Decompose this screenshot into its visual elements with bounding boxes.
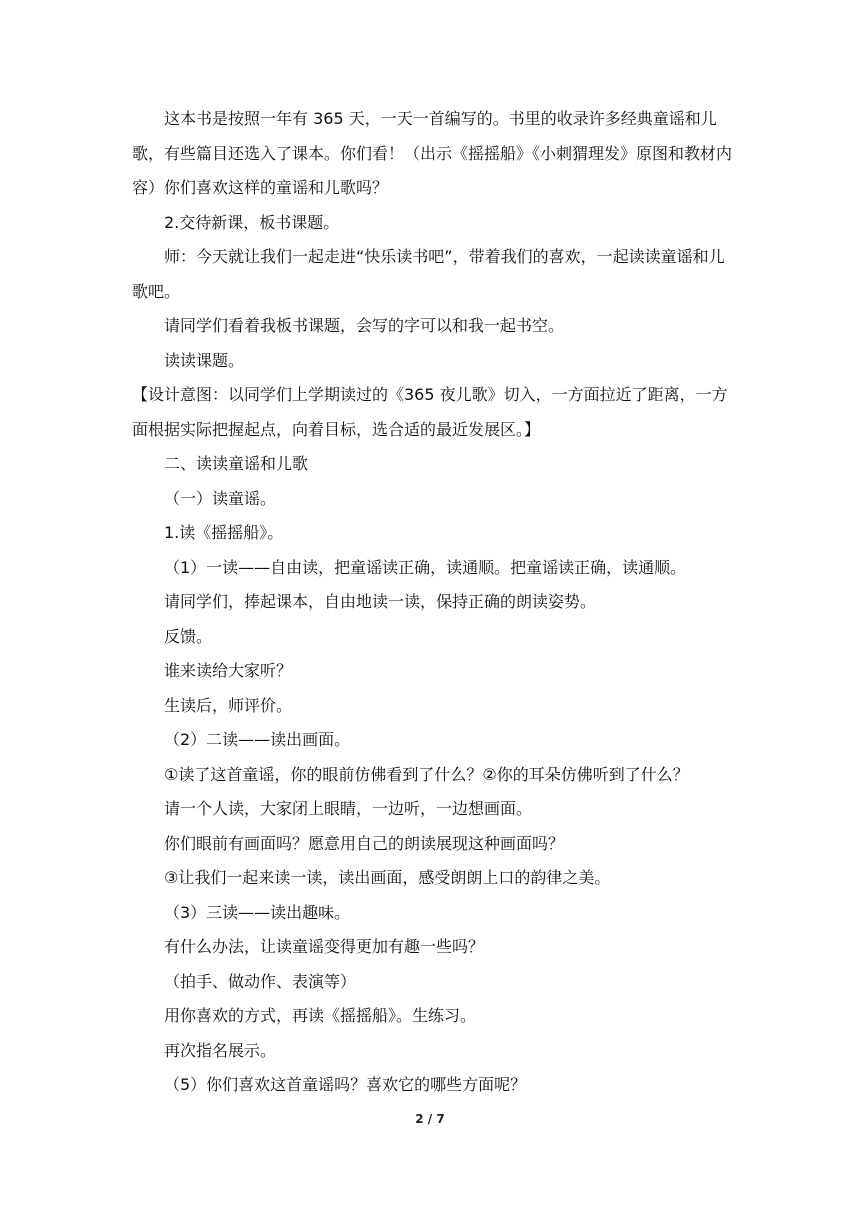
paragraph: 反馈。: [164, 626, 213, 646]
paragraph: 你们眼前有画面吗？愿意用自己的朗读展现这种画面吗？: [164, 833, 565, 853]
paragraph: 请一个人读，大家闭上眼睛，一边听，一边想画面。: [164, 799, 533, 818]
page-number: 2 / 7: [415, 1112, 445, 1126]
paragraph: 2.交待新课，板书课题。: [164, 212, 340, 232]
paragraph: ③让我们一起来读一读，读出画面，感受朗朗上口的韵律之美。: [164, 868, 611, 887]
paragraph: （拍手、做动作、表演等）: [164, 971, 357, 991]
paragraph: 请同学们看着我板书课题，会写的字可以和我一起书空。: [164, 316, 565, 335]
paragraph: 再次指名展示。: [164, 1040, 277, 1060]
subsection-heading: （一）读童谣。: [164, 488, 277, 508]
paragraph: （5）你们喜欢这首童谣吗？喜欢它的哪些方面呢？: [164, 1075, 527, 1094]
design-intent-note: 【设计意图：以同学们上学期读过的《365 夜儿歌》切入，一方面拉近了距离，一方面根据实际把握起点，向着目标，选合适的最近发展区。】: [132, 385, 728, 439]
paragraph: 有什么办法，让读童谣变得更加有趣一些吗？: [164, 937, 485, 956]
paragraph: （3）三读——读出趣味。: [164, 902, 351, 922]
paragraph: 用你喜欢的方式，再读《摇摇船》。生练习。: [164, 1006, 477, 1025]
paragraph: 这本书是按照一年有 365 天，一天一首编写的。书里的收录许多经典童谣和儿歌，有些篇目还选入了课本。你们看！（出示《摇摇船》《小刺猬理发》原图和教材内容）你们喜欢这样的童谣和儿歌吗？: [132, 109, 733, 197]
paragraph: 谁来读给大家听？: [164, 661, 293, 680]
paragraph: （1）一读——自由读，把童谣读正确，读通顺。把童谣读正确，读通顺。: [164, 557, 687, 577]
section-heading: 二、读读童谣和儿歌: [164, 454, 309, 473]
paragraph: 师：今天就让我们一起走进“快乐读书吧”，带着我们的喜欢，一起读读童谣和儿歌吧。: [132, 247, 725, 301]
paragraph: 生读后，师评价。: [164, 695, 293, 715]
paragraph: （2）二读——读出画面。: [164, 730, 351, 749]
paragraph: 请同学们，捧起课本，自由地读一读，保持正确的朗读姿势。: [164, 592, 597, 611]
paragraph: ①读了这首童谣，你的眼前仿佛看到了什么？②你的耳朵仿佛听到了什么？: [164, 764, 689, 784]
document-body: [132, 102, 732, 1103]
paragraph: 1.读《摇摇船》。: [164, 523, 284, 542]
paragraph: 读读课题。: [164, 350, 245, 370]
